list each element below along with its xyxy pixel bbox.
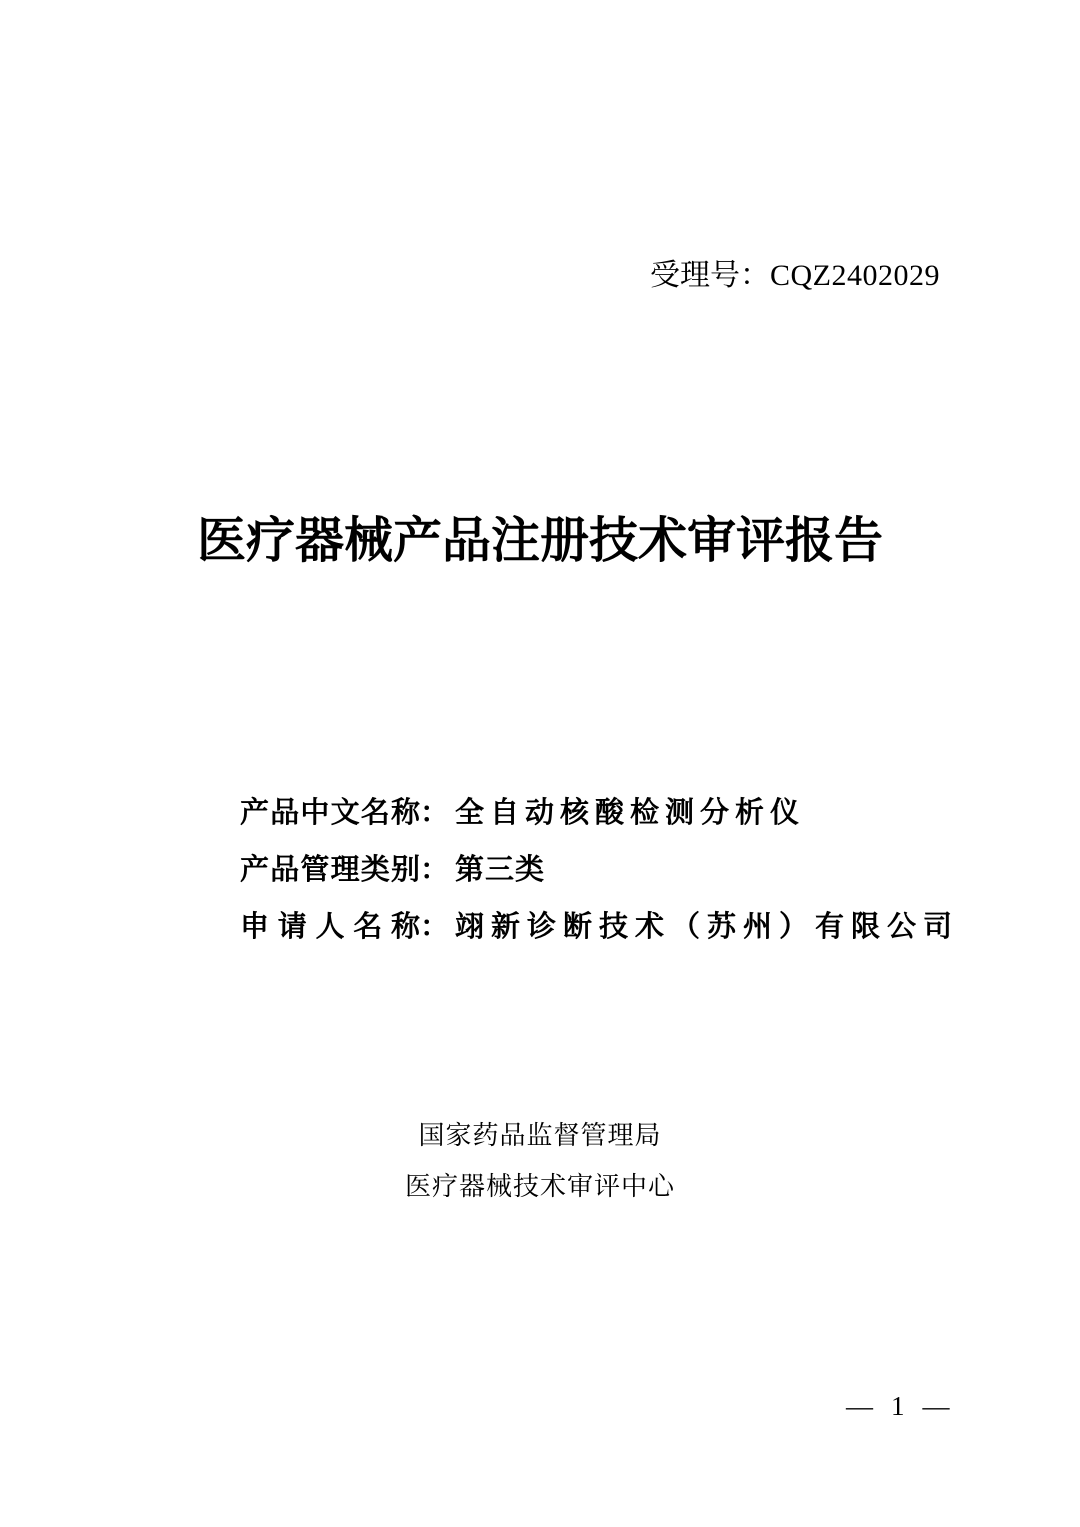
field-product-management-category [240,854,959,887]
footer-dash-right: — [922,1391,950,1421]
field-value-product-management-category: 第三类 [455,854,546,886]
field-label-applicant-name: 申请人名称 [240,911,420,943]
acceptance-number-value: CQZ2402029 [770,259,940,292]
field-colon: ： [420,797,450,829]
field-applicant-name [240,911,959,944]
field-value-applicant-name: 翊新诊断技术（苏州）有限公司 [455,911,960,943]
field-colon: ： [420,854,450,886]
page-number: 1 [891,1391,905,1421]
acceptance-number-label: 受理号： [650,259,770,292]
field-value-product-chinese-name: 全自动核酸检测分析仪 [455,797,806,829]
document-title: 医疗器械产品注册技术审评报告 [196,514,883,568]
field-label-product-management-category: 产品管理类别 [240,854,420,886]
footer-dash-left: — [846,1391,873,1421]
acceptance-number-line [650,258,940,294]
field-label-product-chinese-name: 产品中文名称 [240,797,420,829]
issuing-organization-block [0,1120,1080,1201]
product-info-block [240,797,959,968]
page-number-footer [846,1390,950,1422]
organization-name-line1: 国家药品监督管理局 [418,1120,662,1150]
field-colon: ： [420,911,450,943]
field-product-chinese-name [240,797,959,830]
organization-name-line2: 医疗器械技术审评中心 [404,1171,675,1201]
